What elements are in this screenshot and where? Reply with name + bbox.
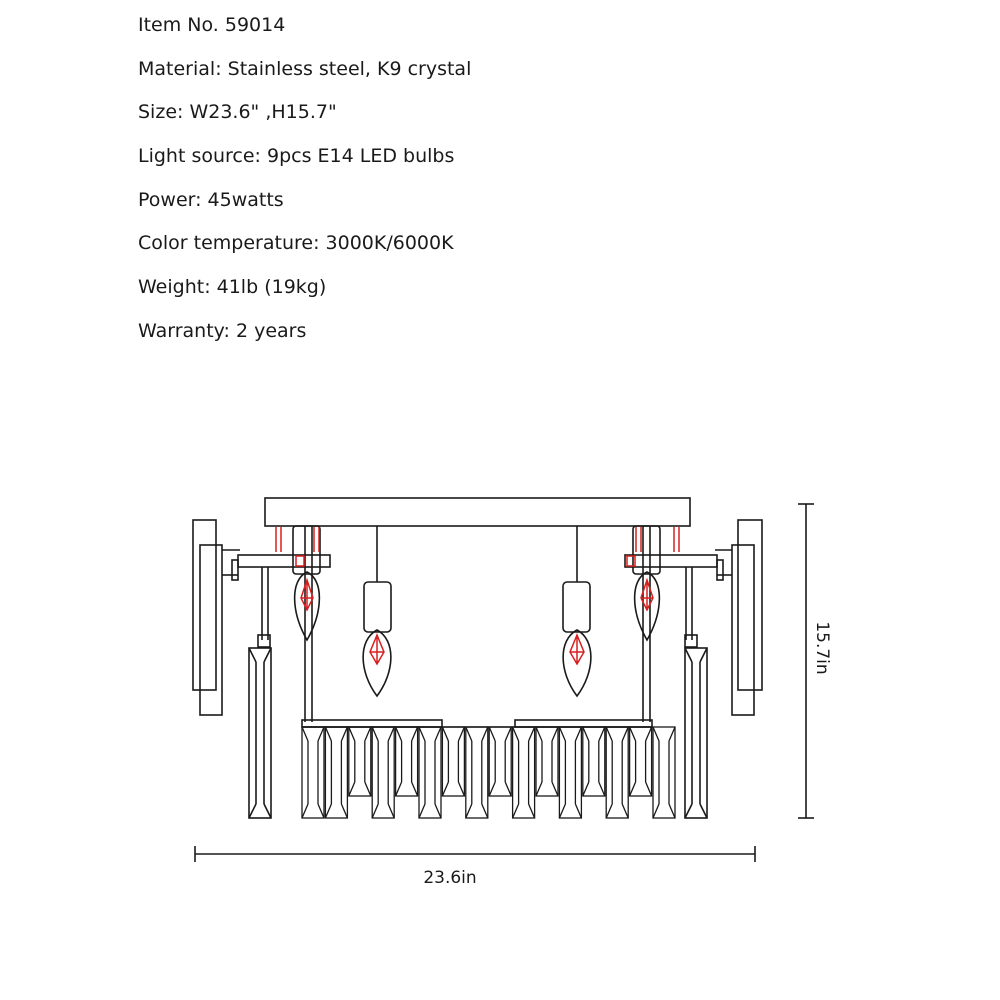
crystal-prism [396, 727, 418, 796]
spec-color-temperature: Color temperature: 3000K/6000K [138, 232, 454, 255]
width-label: 23.6in [423, 868, 477, 888]
spec-power: Power: 45watts [138, 188, 284, 211]
crystal-prism [606, 727, 628, 818]
crystal-prism [325, 727, 347, 818]
crystal-prism [466, 727, 488, 818]
spec-light-source: Light source: 9pcs E14 LED bulbs [138, 145, 455, 168]
left-side-crystal [249, 648, 271, 818]
crystal-rail [302, 720, 652, 727]
crystal-prism [349, 727, 371, 796]
right-wall-plate [732, 520, 762, 715]
crystal-prism [302, 727, 324, 818]
crystal-prism-row [302, 727, 675, 818]
right-side-crystal [685, 648, 707, 818]
left-hanging-socket [364, 582, 391, 632]
right-hanging-filament [570, 635, 584, 664]
spec-item-number: Item No. 59014 [138, 14, 286, 36]
crystal-prism [630, 727, 652, 796]
crystal-prism [372, 727, 394, 818]
crystal-prism [559, 727, 581, 818]
left-hanging-filament [370, 635, 384, 664]
crystal-prism [536, 727, 558, 796]
crystal-prism [653, 727, 675, 818]
spec-warranty: Warranty: 2 years [138, 319, 307, 342]
crystal-prism [419, 727, 441, 818]
red-accent-details [276, 527, 679, 664]
crystal-prism [583, 727, 605, 796]
crystal-prism [442, 727, 464, 796]
right-hanging-socket [563, 582, 590, 632]
width-dimension-line [195, 846, 755, 862]
left-wall-plate [193, 520, 222, 715]
spec-weight: Weight: 41lb (19kg) [138, 276, 327, 299]
crystal-prism [513, 727, 535, 818]
mounting-bar [265, 498, 690, 526]
spec-material: Material: Stainless steel, K9 crystal [138, 57, 472, 80]
spec-size: Size: W23.6" ,H15.7" [138, 101, 337, 124]
crystal-prism [489, 727, 511, 796]
height-label: 15.7in [812, 621, 832, 675]
left-arm-bracket [222, 550, 330, 647]
